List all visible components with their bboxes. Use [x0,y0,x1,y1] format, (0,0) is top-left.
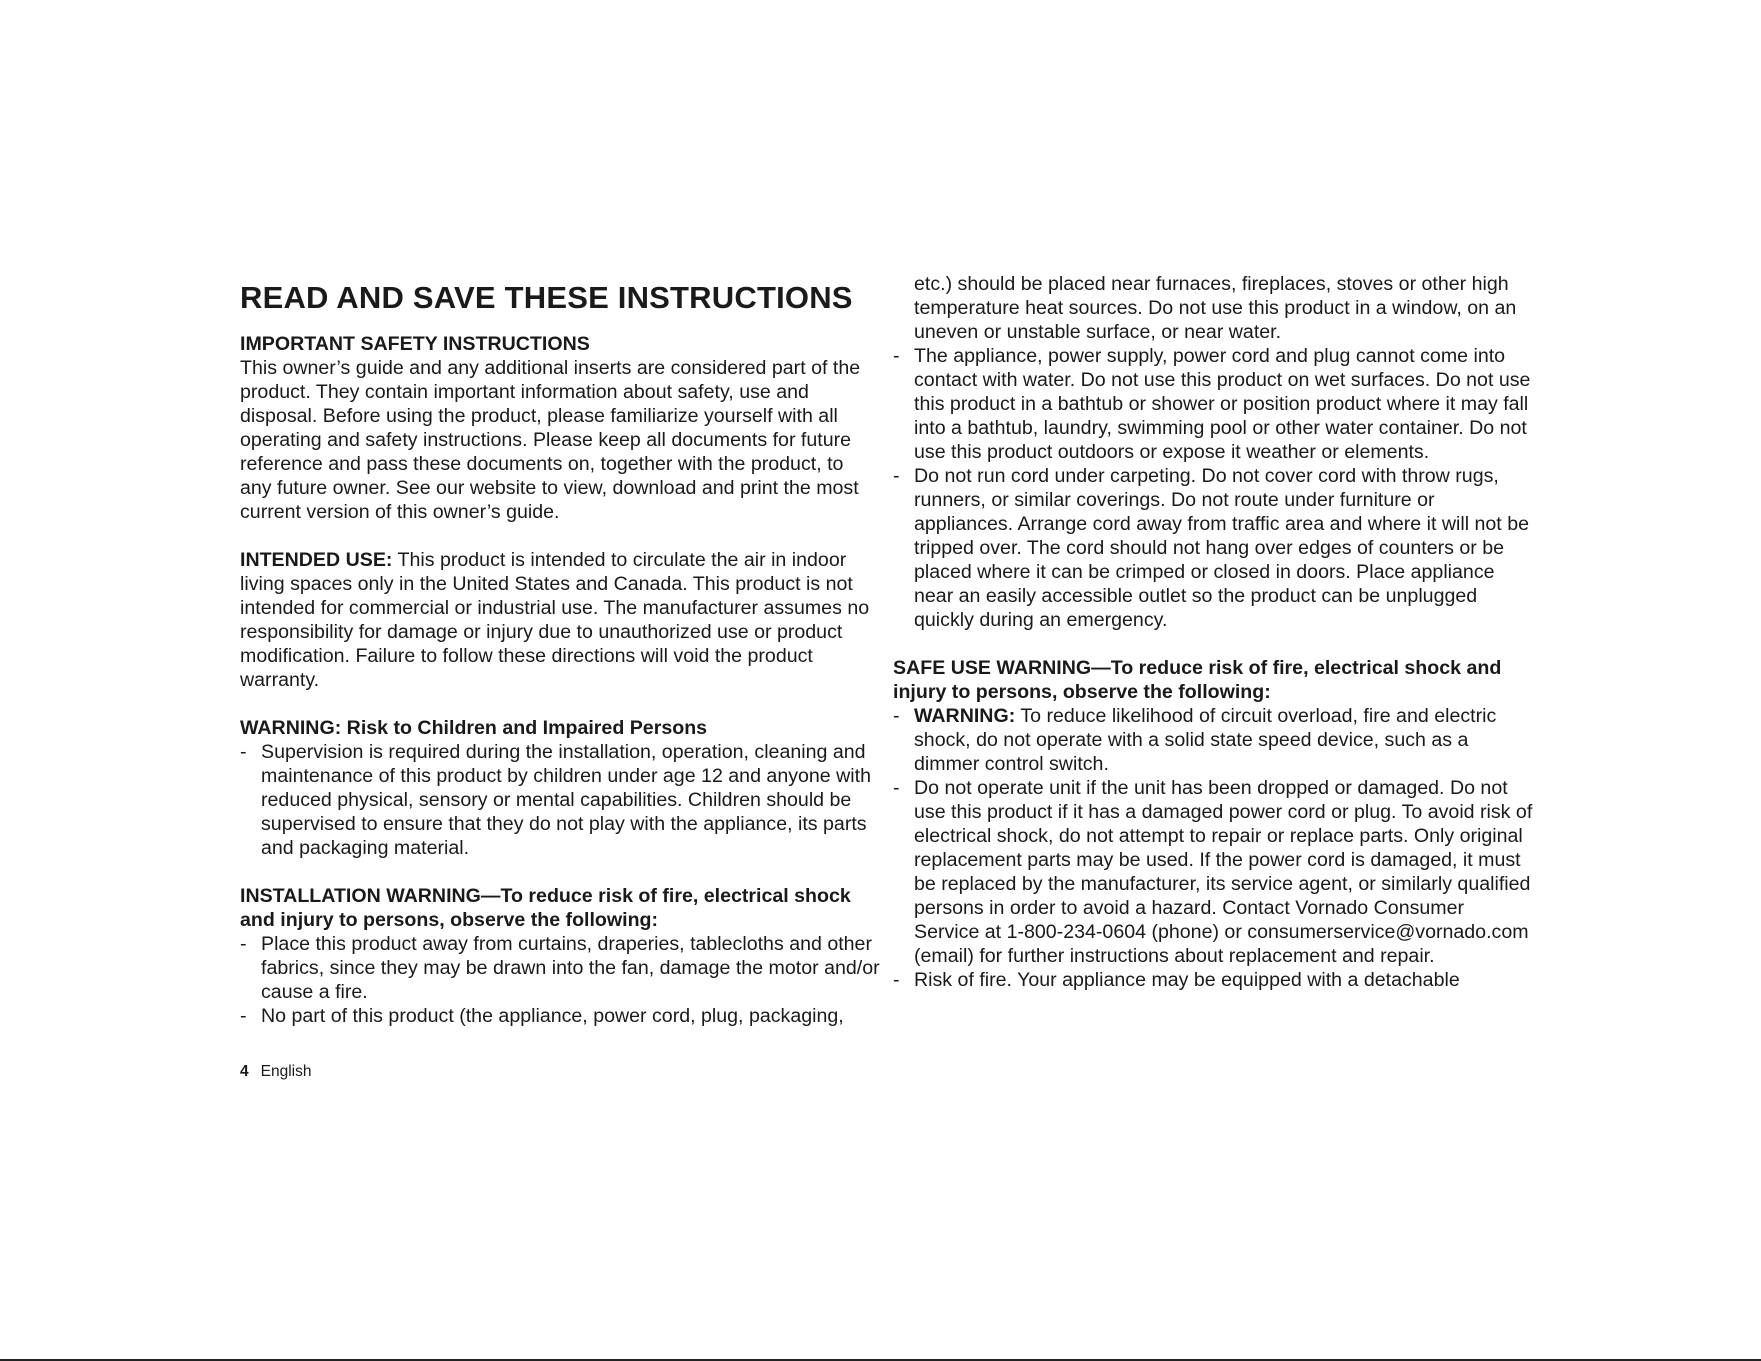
installation-continuation: etc.) should be placed near furnaces, fireplaces, stoves or other high temperature heat sources. Do not use this product in a window, on an uneven or unstable surface, or near water. [914,273,1517,343]
safe-use-warning-body: To reduce likelihood of circuit overload, fire and electric shock, do not operate with a solid state speed device, such as a dimmer control switch. [914,705,1497,775]
list-item: - Do not run cord under carpeting. Do not cover cord with throw rugs, runners, or similar coverings. Do not route under furniture or appliances. Arrange cord away from traffic area and where it will not be tripped over. The cord should not hang over edges of counters or be placed where it can be crimped or closed in doors. Place appliance near an easily accessible outlet so the product can be unplugged quickly during an emergency. [893,464,1533,632]
right-column [893,272,1533,992]
warning-children-heading: WARNING: Risk to Children and Impaired Persons [240,717,708,739]
list-item [893,704,1533,776]
list-item: - Do not operate unit if the unit has been dropped or damaged. Do not use this product if it has a damaged power cord or plug. To avoid risk of electrical shock, do not attempt to repair or replace parts. Only original replacement parts may be used. If the power cord is damaged, it must be replaced by the manufacturer, its service agent, or similarly qualified persons in order to avoid a hazard. Contact Vornado Consumer Service at 1-800-234-0604 (phone) or consumerservice@vornado.com (email) for further instructions about replacement and repair. [893,776,1533,968]
intended-use-body: This product is intended to circulate the air in indoor living spaces only in the United States and Canada. This product is not intended for commercial or industrial use. The manufacturer assumes no responsibility for damage or injury due to unauthorized use or product modification. Failure to follow these directions will void the product warranty. [240,549,870,691]
list-item: - Risk of fire. Your appliance may be equipped with a detachable [893,968,1533,992]
list-item: - No part of this product (the appliance, power cord, plug, packaging, [240,1004,880,1028]
safe-use-warning-list [893,704,1533,992]
list-item: - Supervision is required during the installation, operation, cleaning and maintenance of this product by children under age 12 and anyone with reduced physical, sensory or mental capabilities. Children should be supervised to ensure that they do not play with the appliance, its parts and packaging material. [240,740,880,860]
safe-use-warning-label: WARNING: [914,705,1016,727]
important-safety-body: This owner’s guide and any additional inserts are considered part of the product. They contain important information about safety, use and disposal. Before using the product, please familiarize yourself with all operating and safety instructions. Please keep all documents for future reference and pass these documents on, together with the product, to any future owner. See our website to view, download and print the most current version of this owner’s guide. [240,357,861,523]
installation-warning-list-continued [893,344,1533,632]
page-footer [240,1063,311,1081]
page-title: READ AND SAVE THESE INSTRUCTIONS [240,280,853,315]
safe-use-warning-heading: SAFE USE WARNING—To reduce risk of fire, electrical shock and injury to persons, observe the following: [893,657,1502,703]
intended-use-paragraph [240,548,880,692]
warning-children-list [240,740,880,860]
installation-warning-heading: INSTALLATION WARNING—To reduce risk of fire, electrical shock and injury to persons, observe the following: [240,885,851,931]
list-item: - Place this product away from curtains, draperies, tablecloths and other fabrics, since they may be drawn into the fan, damage the motor and/or cause a fire. [240,932,880,1004]
list-item: - The appliance, power supply, power cord and plug cannot come into contact with water. Do not use this product on wet surfaces. Do not use this product in a bathtub or shower or position product where it may fall into a bathtub, laundry, swimming pool or other water container. Do not use this product outdoors or expose it weather or elements. [893,344,1533,464]
footer-language: English [260,1063,312,1080]
intended-use-label: INTENDED USE: [240,549,393,571]
important-safety-heading: IMPORTANT SAFETY INSTRUCTIONS [240,333,590,355]
installation-warning-list [240,932,880,1028]
left-column [240,272,880,1028]
page-number: 4 [240,1063,249,1080]
